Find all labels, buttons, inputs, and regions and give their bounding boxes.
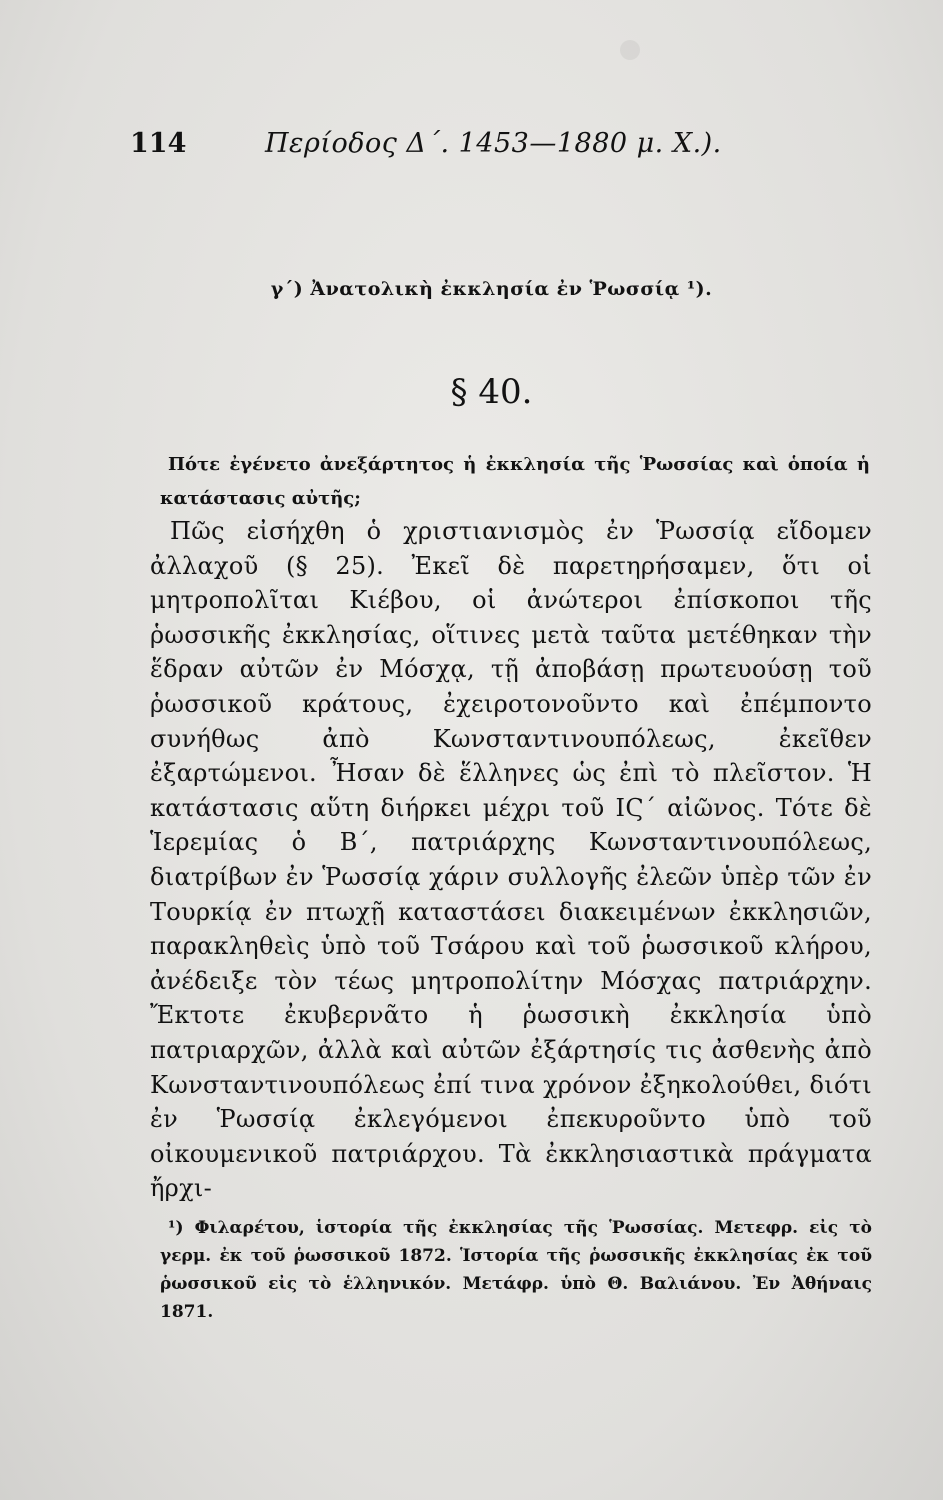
- running-title: Περίοδος Δ΄. 1453—1880 μ. Χ.).: [265, 128, 722, 159]
- section-question: Πότε ἐγένετο ἀνεξάρτητος ἡ ἐκκλησία τῆς Ῥωσσίας καὶ ὁποία ἡ κατάστασις αὐτῆς;: [160, 454, 870, 509]
- page-header: [130, 128, 730, 168]
- body-paragraph: Πῶς εἰσήχθη ὁ χριστιανισμὸς ἐν Ῥωσσίᾳ εἴδομεν ἀλλαχοῦ (§ 25). Ἐκεῖ δὲ παρετηρήσαμεν, ὅτι οἱ μητροπολῖται Κιέβου, οἱ ἀνώτεροι ἐπίσκοποι τῆς ῥωσσικῆς ἐκκλησίας, οἵτινες μετὰ ταῦτα μετέθηκαν τὴν ἕδραν αὐτῶν ἐν Μόσχᾳ, τῇ ἀποβάσῃ πρωτευούσῃ τοῦ ῥωσσικοῦ κράτους, ἐχειροτονοῦντο καὶ ἐπέμποντο συνήθως ἀπὸ Κωνσταντινουπόλεως, ἐκεῖθεν ἐξαρτώμενοι. Ἦσαν δὲ ἕλληνες ὡς ἐπὶ τὸ πλεῖστον. Ἡ κατάστασις αὕτη διήρκει μέχρι τοῦ ΙϚ΄ αἰῶνος. Τότε δὲ Ἱερεμίας ὁ Β΄, πατριάρχης Κωνσταντινουπόλεως, διατρίβων ἐν Ῥωσσίᾳ χάριν συλλογῆς ἐλεῶν ὑπὲρ τῶν ἐν Τουρκίᾳ ἐν πτωχῇ καταστάσει διακειμένων ἐκκλησιῶν, παρακληθεὶς ὑπὸ τοῦ Τσάρου καὶ τοῦ ῥωσσικοῦ κλήρου, ἀνέδειξε τὸν τέως μητροπολίτην Μόσχας πατριάρχην. Ἔκτοτε ἐκυβερνᾶτο ἡ ῥωσσικὴ ἐκκλησία ὑπὸ πατριαρχῶν, ἀλλὰ καὶ αὐτῶν ἐξάρτησίς τις ἀσθενὴς ἀπὸ Κωνσταντινουπόλεως ἐπί τινα χρόνον ἐξηκολούθει, διότι ἐν Ῥωσσίᾳ ἐκλεγόμενοι ἐπεκυροῦντο ὑπὸ τοῦ οἰκουμενικοῦ πατριάρχου. Τὰ ἐκκλησιαστικὰ πράγματα ἤρχι-: [150, 517, 872, 1203]
- section-number: § 40.: [450, 372, 533, 412]
- section-title: γ΄) Ἀνατολικὴ ἐκκλησία ἐν Ῥωσσίᾳ ¹).: [270, 278, 713, 300]
- page-number: 114: [130, 128, 187, 159]
- page-stain: [620, 40, 640, 60]
- footnote: ¹) Φιλαρέτου, ἱστορία τῆς ἐκκλησίας τῆς Ῥωσσίας. Μετεφρ. εἰς τὸ γερμ. ἐκ τοῦ ῥωσσικοῦ 1872. Ἱστορία τῆς ῥωσσικῆς ἐκκλησίας ἐκ τοῦ ῥωσσικοῦ εἰς τὸ ἑλληνικόν. Μετάφρ. ὑπὸ Θ. Βαλιάνου. Ἐν Ἀθήναις 1871.: [160, 1218, 872, 1322]
